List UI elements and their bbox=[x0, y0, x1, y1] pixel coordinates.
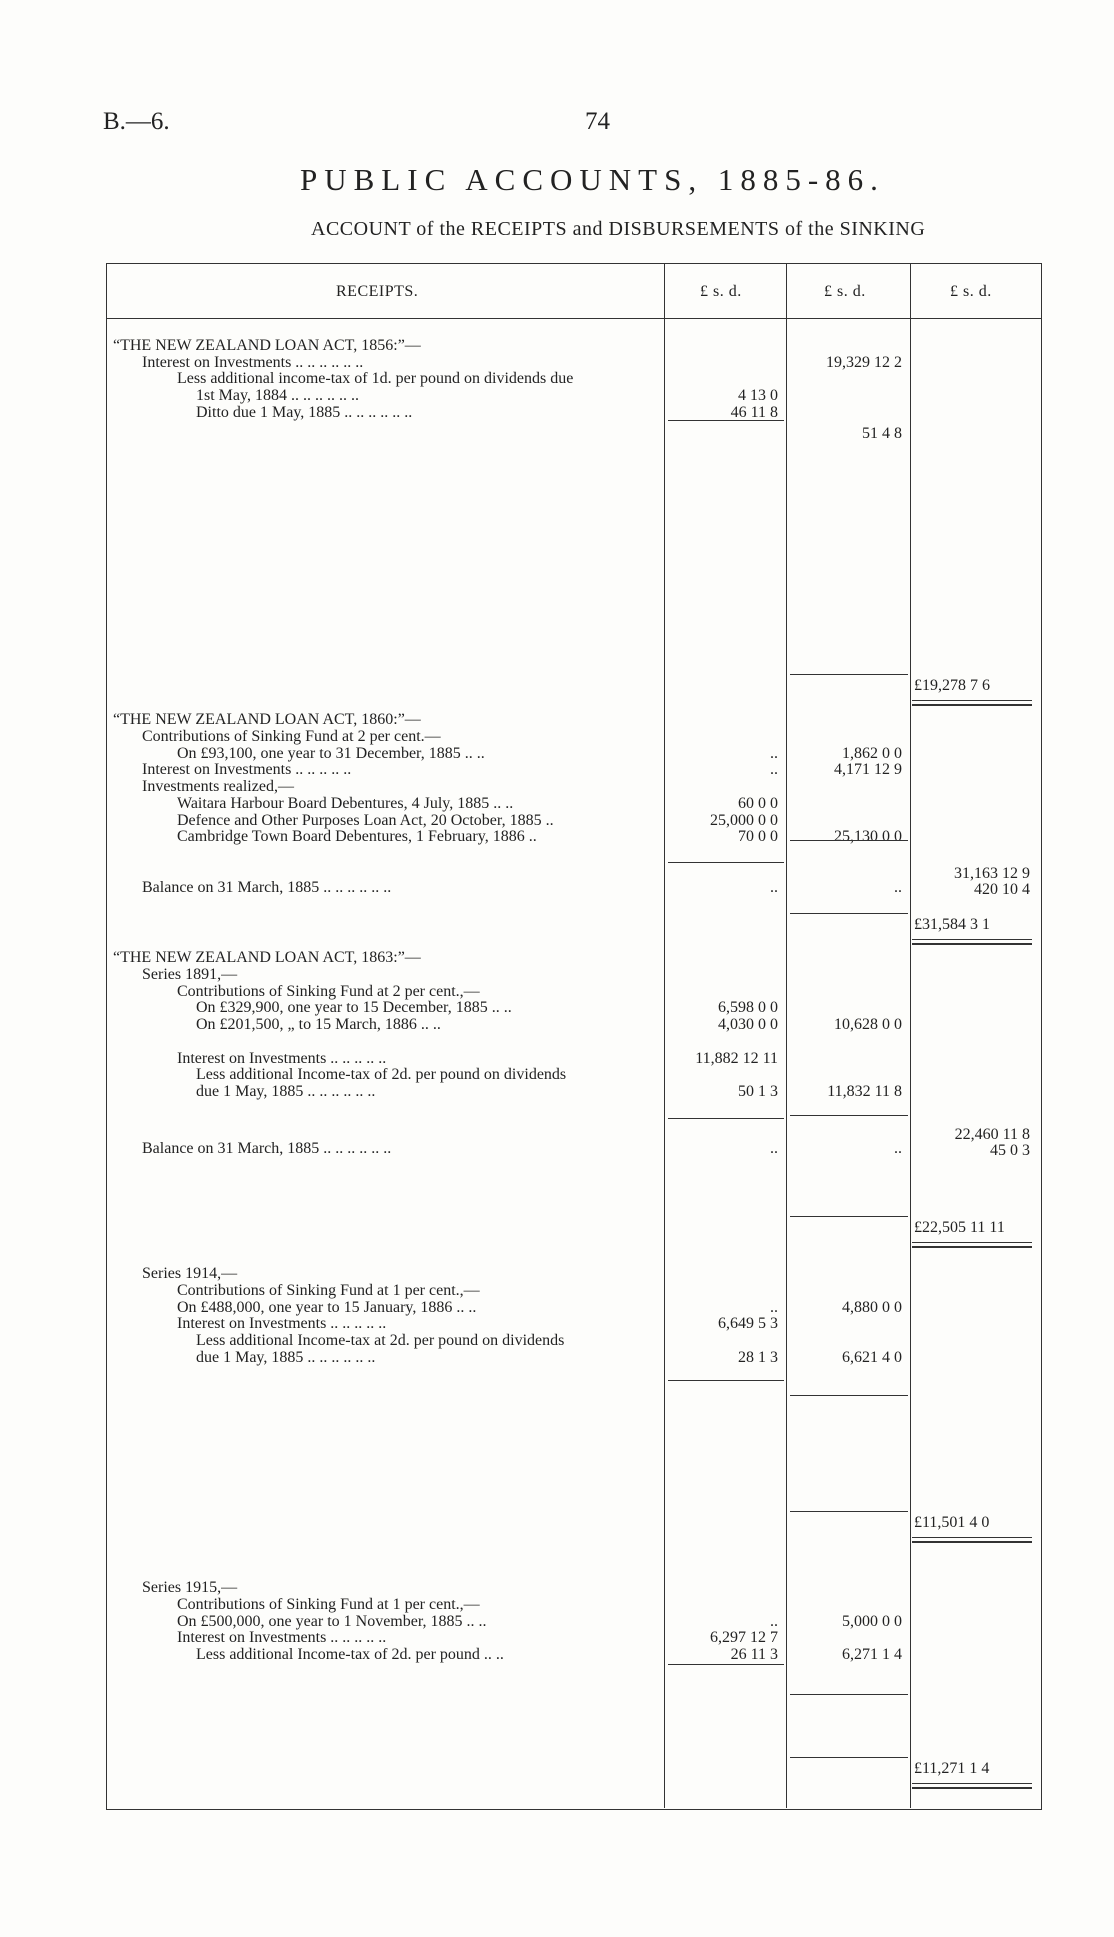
amount-col2: 6,621 4 0 bbox=[842, 1349, 902, 1366]
line-item-text: Interest on Investments .. .. .. .. .. bbox=[177, 1629, 387, 1646]
line-item-text: Contributions of Sinking Fund at 1 per cent.,— bbox=[177, 1282, 480, 1299]
amount-col1: 26 11 3 bbox=[730, 1646, 778, 1663]
line-item-text: due 1 May, 1885 .. .. .. .. .. .. bbox=[196, 1083, 376, 1100]
total-double-rule bbox=[912, 1242, 1032, 1248]
line-item-text: On £201,500, „ to 15 March, 1886 .. .. bbox=[196, 1016, 441, 1033]
line-item-text: Interest on Investments .. .. .. .. .. .. bbox=[142, 354, 364, 371]
account-total: £22,505 11 11 bbox=[914, 1219, 1005, 1236]
amount-col1: .. bbox=[770, 1140, 778, 1157]
amount-col3: 31,163 12 9 bbox=[954, 865, 1030, 882]
amount-col2: 6,271 1 4 bbox=[842, 1646, 902, 1663]
total-double-rule bbox=[912, 1783, 1032, 1789]
amount-col2: 4,880 0 0 bbox=[842, 1299, 902, 1316]
amount-col3: 45 0 3 bbox=[990, 1142, 1030, 1159]
line-item-text: On £329,900, one year to 15 December, 1885 .. .. bbox=[196, 999, 512, 1016]
column-subtotal-rule bbox=[790, 840, 908, 841]
line-item-text: “THE NEW ZEALAND LOAN ACT, 1860:”— bbox=[113, 711, 421, 728]
page-number: 74 bbox=[585, 108, 610, 135]
line-item-text: 1st May, 1884 .. .. .. .. .. .. bbox=[196, 387, 359, 404]
column-subtotal-rule bbox=[668, 1118, 784, 1119]
column-header-3: £ s. d. bbox=[950, 283, 992, 300]
subtotal-rule bbox=[790, 1757, 908, 1758]
amount-col1: 70 0 0 bbox=[738, 828, 778, 845]
amount-col2: 51 4 8 bbox=[862, 425, 902, 442]
line-item-text: Investments realized,— bbox=[142, 778, 294, 795]
line-item-text: Balance on 31 March, 1885 .. .. .. .. .. .. bbox=[142, 1140, 392, 1157]
amount-col2: 25,130 0 0 bbox=[834, 828, 902, 845]
line-item-text: Less additional Income-tax of 2d. per pound on dividends bbox=[196, 1066, 567, 1083]
amount-col2: 1,862 0 0 bbox=[842, 745, 902, 762]
column-subtotal-rule bbox=[790, 1115, 908, 1116]
line-item-text: Less additional Income-tax at 2d. per pound on dividends bbox=[196, 1332, 565, 1349]
page-reference: B.—6. bbox=[103, 108, 170, 135]
amount-col1: 6,297 12 7 bbox=[710, 1629, 778, 1646]
subtotal-rule bbox=[790, 1216, 908, 1217]
amount-col3: 420 10 4 bbox=[974, 881, 1030, 898]
line-item-text: Ditto due 1 May, 1885 .. .. .. .. .. .. bbox=[196, 404, 413, 421]
amount-col1: .. bbox=[770, 761, 778, 778]
total-double-rule bbox=[912, 1537, 1032, 1543]
amount-col1: 46 11 8 bbox=[730, 404, 778, 421]
column-subtotal-rule bbox=[668, 1380, 784, 1381]
column-divider bbox=[664, 263, 665, 1808]
line-item-text: Defence and Other Purposes Loan Act, 20 October, 1885 .. bbox=[177, 812, 554, 829]
column-header-1: £ s. d. bbox=[700, 283, 742, 300]
account-total: £11,271 1 4 bbox=[914, 1760, 990, 1777]
line-item-text: Less additional income-tax of 1d. per pound on dividends due bbox=[177, 370, 574, 387]
amount-col1: 11,882 12 11 bbox=[695, 1050, 778, 1067]
receipts-column-header: RECEIPTS. bbox=[336, 283, 419, 300]
line-item-text: Series 1891,— bbox=[142, 966, 238, 983]
amount-col1: .. bbox=[770, 1299, 778, 1316]
amount-col1: 25,000 0 0 bbox=[710, 812, 778, 829]
account-subtitle: ACCOUNT of the RECEIPTS and DISBURSEMENTS of the SINKING bbox=[311, 218, 926, 240]
line-item-text: Waitara Harbour Board Debentures, 4 July, 1885 .. .. bbox=[177, 795, 514, 812]
amount-col2: 11,832 11 8 bbox=[827, 1083, 902, 1100]
amount-col1: .. bbox=[770, 1613, 778, 1630]
subtotal-rule bbox=[790, 1511, 908, 1512]
column-subtotal-rule bbox=[668, 420, 784, 421]
column-subtotal-rule bbox=[790, 1694, 908, 1695]
amount-col1: .. bbox=[770, 745, 778, 762]
account-table bbox=[106, 263, 1042, 1810]
column-divider bbox=[910, 263, 911, 1808]
amount-col1: 28 1 3 bbox=[738, 1349, 778, 1366]
subtotal-rule bbox=[790, 674, 908, 675]
column-divider bbox=[786, 263, 787, 1808]
account-total: £19,278 7 6 bbox=[914, 677, 990, 694]
amount-col3: 22,460 11 8 bbox=[954, 1126, 1030, 1143]
line-item-text: Interest on Investments .. .. .. .. .. bbox=[142, 761, 352, 778]
amount-col2: 4,171 12 9 bbox=[834, 761, 902, 778]
amount-col1: 60 0 0 bbox=[738, 795, 778, 812]
amount-col1: .. bbox=[770, 879, 778, 896]
column-subtotal-rule bbox=[668, 862, 784, 863]
amount-col1: 4 13 0 bbox=[738, 387, 778, 404]
account-total: £11,501 4 0 bbox=[914, 1514, 990, 1531]
account-total: £31,584 3 1 bbox=[914, 916, 990, 933]
line-item-text: On £488,000, one year to 15 January, 1886 .. .. bbox=[177, 1299, 477, 1316]
line-item-text: On £500,000, one year to 1 November, 1885 .. .. bbox=[177, 1613, 487, 1630]
line-item-text: Interest on Investments .. .. .. .. .. bbox=[177, 1050, 387, 1067]
amount-col1: 4,030 0 0 bbox=[718, 1016, 778, 1033]
column-subtotal-rule bbox=[790, 1395, 908, 1396]
column-subtotal-rule bbox=[668, 1664, 784, 1665]
line-item-text: Less additional Income-tax of 2d. per pound .. .. bbox=[196, 1646, 504, 1663]
line-item-text: Contributions of Sinking Fund at 2 per cent.,— bbox=[177, 983, 480, 1000]
line-item-text: Series 1914,— bbox=[142, 1265, 238, 1282]
line-item-text: “THE NEW ZEALAND LOAN ACT, 1863:”— bbox=[113, 949, 421, 966]
line-item-text: Contributions of Sinking Fund at 2 per cent.— bbox=[142, 728, 441, 745]
amount-col2: .. bbox=[894, 879, 902, 896]
line-item-text: Series 1915,— bbox=[142, 1579, 238, 1596]
line-item-text: Interest on Investments .. .. .. .. .. bbox=[177, 1315, 387, 1332]
column-header-2: £ s. d. bbox=[824, 283, 866, 300]
amount-col1: 50 1 3 bbox=[738, 1083, 778, 1100]
line-item-text: “THE NEW ZEALAND LOAN ACT, 1856:”— bbox=[113, 337, 421, 354]
total-double-rule bbox=[912, 939, 1032, 945]
line-item-text: Contributions of Sinking Fund at 1 per cent.,— bbox=[177, 1596, 480, 1613]
amount-col1: 6,598 0 0 bbox=[718, 999, 778, 1016]
amount-col1: 6,649 5 3 bbox=[718, 1315, 778, 1332]
line-item-text: due 1 May, 1885 .. .. .. .. .. .. bbox=[196, 1349, 376, 1366]
line-item-text: On £93,100, one year to 31 December, 1885 .. .. bbox=[177, 745, 485, 762]
total-double-rule bbox=[912, 700, 1032, 706]
subtotal-rule bbox=[790, 913, 908, 914]
header-rule bbox=[106, 318, 1041, 319]
line-item-text: Balance on 31 March, 1885 .. .. .. .. .. .. bbox=[142, 879, 392, 896]
amount-col2: .. bbox=[894, 1140, 902, 1157]
line-item-text: Cambridge Town Board Debentures, 1 February, 1886 .. bbox=[177, 828, 537, 845]
amount-col2: 19,329 12 2 bbox=[826, 354, 902, 371]
amount-col2: 5,000 0 0 bbox=[842, 1613, 902, 1630]
page-title: PUBLIC ACCOUNTS, 1885-86. bbox=[300, 162, 885, 197]
amount-col2: 10,628 0 0 bbox=[834, 1016, 902, 1033]
